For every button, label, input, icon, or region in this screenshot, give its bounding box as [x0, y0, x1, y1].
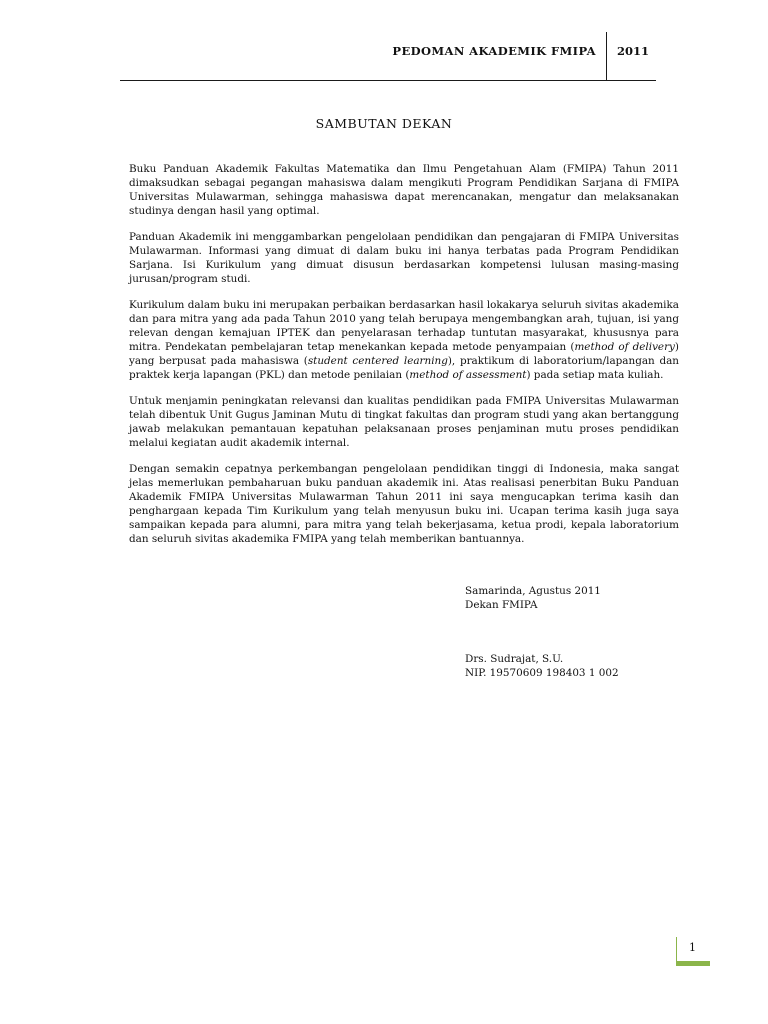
document-body — [129, 162, 679, 558]
signature-block — [465, 584, 619, 680]
signature-position: Dekan FMIPA — [465, 599, 538, 611]
paragraph-3-text-3: ), praktikum di laboratorium/lapangan dan praktek kerja lapangan (PKL) dan metode penilaian ( — [129, 355, 679, 381]
signature-name: Drs. Sudrajat, S.U. — [465, 653, 564, 665]
signature-nip: NIP. 19570609 198403 1 002 — [465, 667, 619, 679]
signature-space — [465, 612, 619, 652]
page-number: 1 — [689, 941, 696, 954]
paragraph-3-text-1: Kurikulum dalam buku ini merupakan perbaikan berdasarkan hasil lokakarya seluruh sivitas akademika dan para mitra yang ada pada Tahun 2010 yang telah berupaya mengembangkan arah, tujuan, isi yang relevan dengan kemajuan IPTEK dan penyelarasan terhadap tuntutan masyarakat, khususnya para mitra. Pendekatan pembelajaran tetap menekankan kepada metode penyampaian ( — [129, 299, 679, 353]
header-title: PEDOMAN AKADEMIK FMIPA — [392, 44, 596, 58]
signature-place-date: Samarinda, Agustus 2011 — [465, 585, 601, 597]
header-year: 2011 — [617, 44, 650, 58]
paragraph-3-text-4: ) pada setiap mata kuliah. — [526, 369, 664, 381]
paragraph-3-italic-1: method of delivery — [574, 341, 675, 353]
header-divider — [606, 32, 607, 80]
page-header — [120, 32, 656, 81]
paragraph-3-italic-2: student centered learning — [307, 355, 448, 367]
paragraph-2: Panduan Akademik ini menggambarkan pengelolaan pendidikan dan pengajaran di FMIPA Universitas Mulawarman. Informasi yang dimuat di dalam buku ini hanya terbatas pada Program Pendidikan Sarjana. Isi Kurikulum yang dimuat disusun berdasarkan kompetensi lulusan masing-masing jurusan/program studi. — [129, 231, 679, 285]
page-number-rule — [676, 937, 677, 961]
page-title: SAMBUTAN DEKAN — [315, 116, 453, 131]
paragraph-1: Buku Panduan Akademik Fakultas Matematika dan Ilmu Pengetahuan Alam (FMIPA) Tahun 2011 dimaksudkan sebagai pegangan mahasiswa dalam mengikuti Program Pendidikan Sarjana di FMIPA Universitas Mulawarman, sehingga mahasiswa dapat merencanakan, mengatur dan melaksanakan studinya dengan hasil yang optimal. — [129, 163, 679, 217]
page-number-box — [676, 937, 710, 966]
paragraph-4: Untuk menjamin peningkatan relevansi dan kualitas pendidikan pada FMIPA Universitas Mulawarman telah dibentuk Unit Gugus Jaminan Mutu di tingkat fakultas dan program studi yang akan bertanggung jawab melakukan pemantauan kepatuhan pelaksanaan proses penjaminan mutu proses pendidikan melalui kegiatan audit akademik internal. — [129, 395, 679, 449]
paragraph-3-italic-3: method of assessment — [409, 369, 527, 381]
paragraph-3-text-2: ) yang berpusat pada mahasiswa ( — [129, 341, 679, 367]
paragraph-3 — [129, 298, 679, 382]
paragraph-5: Dengan semakin cepatnya perkembangan pengelolaan pendidikan tinggi di Indonesia, maka sangat jelas memerlukan pembaharuan buku panduan akademik ini. Atas realisasi penerbitan Buku Panduan Akademik FMIPA Universitas Mulawarman Tahun 2011 ini saya mengucapkan terima kasih dan penghargaan kepada Tim Kurikulum yang telah menyusun buku ini. Ucapan terima kasih juga saya sampaikan kepada para alumni, para mitra yang telah bekerjasama, ketua prodi, kepala laboratorium dan seluruh sivitas akademika FMIPA yang telah memberikan bantuannya. — [129, 463, 679, 545]
